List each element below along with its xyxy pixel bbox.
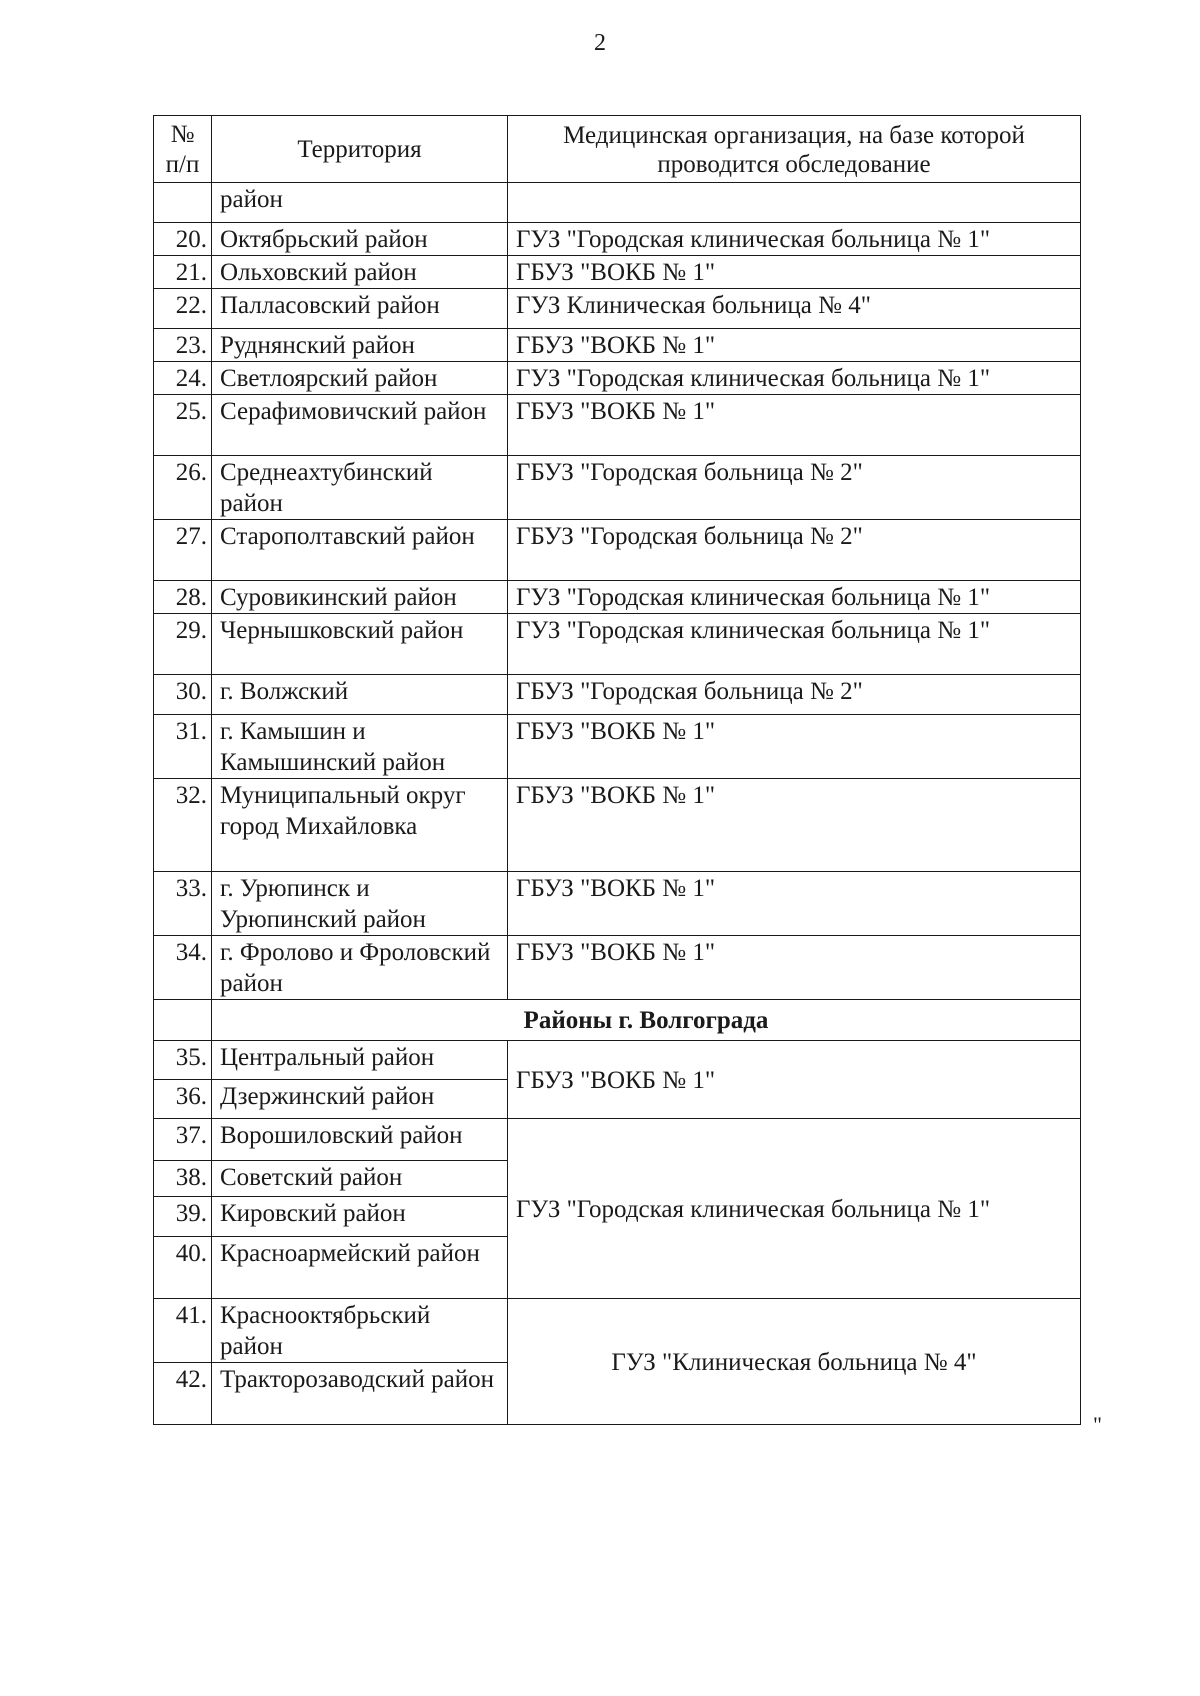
row-num: 33. xyxy=(154,872,212,936)
group-organization: ГБУЗ "ВОКБ № 1" xyxy=(508,1041,1081,1119)
row-organization: ГБУЗ "Городская больница № 2" xyxy=(508,456,1081,520)
row-territory: г. Урюпинск и Урюпинский район xyxy=(212,872,508,936)
row-territory: Светлоярский район xyxy=(212,362,508,395)
row-num: 32. xyxy=(154,779,212,872)
row-num: 28. xyxy=(154,581,212,614)
table-row xyxy=(154,520,1081,581)
row-territory: Палласовский район xyxy=(212,289,508,329)
table-header-row xyxy=(154,116,1081,183)
row-num: 38. xyxy=(154,1161,212,1197)
row-territory: Центральный район xyxy=(212,1041,508,1080)
section-row xyxy=(154,1000,1081,1041)
row-organization: ГУЗ "Городская клиническая больница № 1" xyxy=(508,581,1081,614)
group-organization: ГУЗ "Городская клиническая больница № 1" xyxy=(508,1119,1081,1299)
row-territory: Кировский район xyxy=(212,1197,508,1237)
table-row xyxy=(154,1299,1081,1363)
row-num xyxy=(154,183,212,223)
row-territory: Чернышковский район xyxy=(212,614,508,675)
table-row xyxy=(154,715,1081,779)
row-num xyxy=(154,1000,212,1041)
row-organization: ГБУЗ "ВОКБ № 1" xyxy=(508,779,1081,872)
page-number: 2 xyxy=(594,30,606,56)
row-organization: ГБУЗ "ВОКБ № 1" xyxy=(508,256,1081,289)
row-num: 29. xyxy=(154,614,212,675)
row-organization: ГУЗ "Городская клиническая больница № 1" xyxy=(508,614,1081,675)
row-territory: Советский район xyxy=(212,1161,508,1197)
row-territory: Красноармейский район xyxy=(212,1237,508,1299)
table-row xyxy=(154,456,1081,520)
row-num: 31. xyxy=(154,715,212,779)
row-num: 35. xyxy=(154,1041,212,1080)
row-num: 21. xyxy=(154,256,212,289)
table-row xyxy=(154,256,1081,289)
table-row xyxy=(154,581,1081,614)
header-num: № п/п xyxy=(154,116,212,183)
row-territory: Суровикинский район xyxy=(212,581,508,614)
row-num: 23. xyxy=(154,329,212,362)
row-num: 26. xyxy=(154,456,212,520)
row-organization: ГБУЗ "ВОКБ № 1" xyxy=(508,329,1081,362)
row-num: 24. xyxy=(154,362,212,395)
table-row xyxy=(154,289,1081,329)
row-organization: ГБУЗ "Городская больница № 2" xyxy=(508,520,1081,581)
row-territory: Среднеахтубинский район xyxy=(212,456,508,520)
row-territory: Краснооктябрьский район xyxy=(212,1299,508,1363)
row-num: 22. xyxy=(154,289,212,329)
row-organization xyxy=(508,183,1081,223)
row-num: 37. xyxy=(154,1119,212,1161)
table-row xyxy=(154,1119,1081,1161)
facilities-table xyxy=(153,115,1081,1425)
row-organization: ГБУЗ "ВОКБ № 1" xyxy=(508,715,1081,779)
row-territory: г. Волжский xyxy=(212,675,508,715)
row-num: 27. xyxy=(154,520,212,581)
table-row xyxy=(154,872,1081,936)
table-row xyxy=(154,675,1081,715)
closing-quote-mark: " xyxy=(1093,1412,1102,1437)
table-row xyxy=(154,362,1081,395)
table-row xyxy=(154,1041,1081,1080)
row-territory: Ворошиловский район xyxy=(212,1119,508,1161)
continuation-row xyxy=(154,183,1081,223)
row-organization: ГУЗ Клиническая больница № 4" xyxy=(508,289,1081,329)
row-territory: Руднянский район xyxy=(212,329,508,362)
row-territory: Серафимовичский район xyxy=(212,395,508,456)
table-row xyxy=(154,779,1081,872)
table-body xyxy=(154,183,1081,1425)
header-territory: Территория xyxy=(212,116,508,183)
row-organization: ГБУЗ "ВОКБ № 1" xyxy=(508,872,1081,936)
row-organization: ГУЗ "Городская клиническая больница № 1" xyxy=(508,362,1081,395)
section-title: Районы г. Волгограда xyxy=(212,1000,1081,1041)
row-num: 36. xyxy=(154,1080,212,1119)
row-territory: г. Камышин и Камышинский район xyxy=(212,715,508,779)
table-row xyxy=(154,329,1081,362)
row-territory: Октябрьский район xyxy=(212,223,508,256)
row-territory: Дзержинский район xyxy=(212,1080,508,1119)
row-num: 20. xyxy=(154,223,212,256)
row-territory: район xyxy=(212,183,508,223)
row-num: 25. xyxy=(154,395,212,456)
row-territory: Старополтавский район xyxy=(212,520,508,581)
row-num: 39. xyxy=(154,1197,212,1237)
row-organization: ГУЗ "Городская клиническая больница № 1" xyxy=(508,223,1081,256)
row-num: 40. xyxy=(154,1237,212,1299)
row-territory: Ольховский район xyxy=(212,256,508,289)
row-territory: г. Фролово и Фроловский район xyxy=(212,936,508,1000)
table-row xyxy=(154,395,1081,456)
row-organization: ГБУЗ "ВОКБ № 1" xyxy=(508,395,1081,456)
table-row xyxy=(154,614,1081,675)
header-organization: Медицинская организация, на базе которой проводится обследование xyxy=(508,116,1081,183)
row-territory: Муниципальный округ город Михайловка xyxy=(212,779,508,872)
row-num: 41. xyxy=(154,1299,212,1363)
row-territory: Тракторозаводский район xyxy=(212,1363,508,1425)
row-num: 30. xyxy=(154,675,212,715)
row-organization: ГБУЗ "ВОКБ № 1" xyxy=(508,936,1081,1000)
group-organization: ГУЗ "Клиническая больница № 4" xyxy=(508,1299,1081,1425)
row-num: 42. xyxy=(154,1363,212,1425)
row-organization: ГБУЗ "Городская больница № 2" xyxy=(508,675,1081,715)
table-row xyxy=(154,223,1081,256)
row-num: 34. xyxy=(154,936,212,1000)
table-row xyxy=(154,936,1081,1000)
